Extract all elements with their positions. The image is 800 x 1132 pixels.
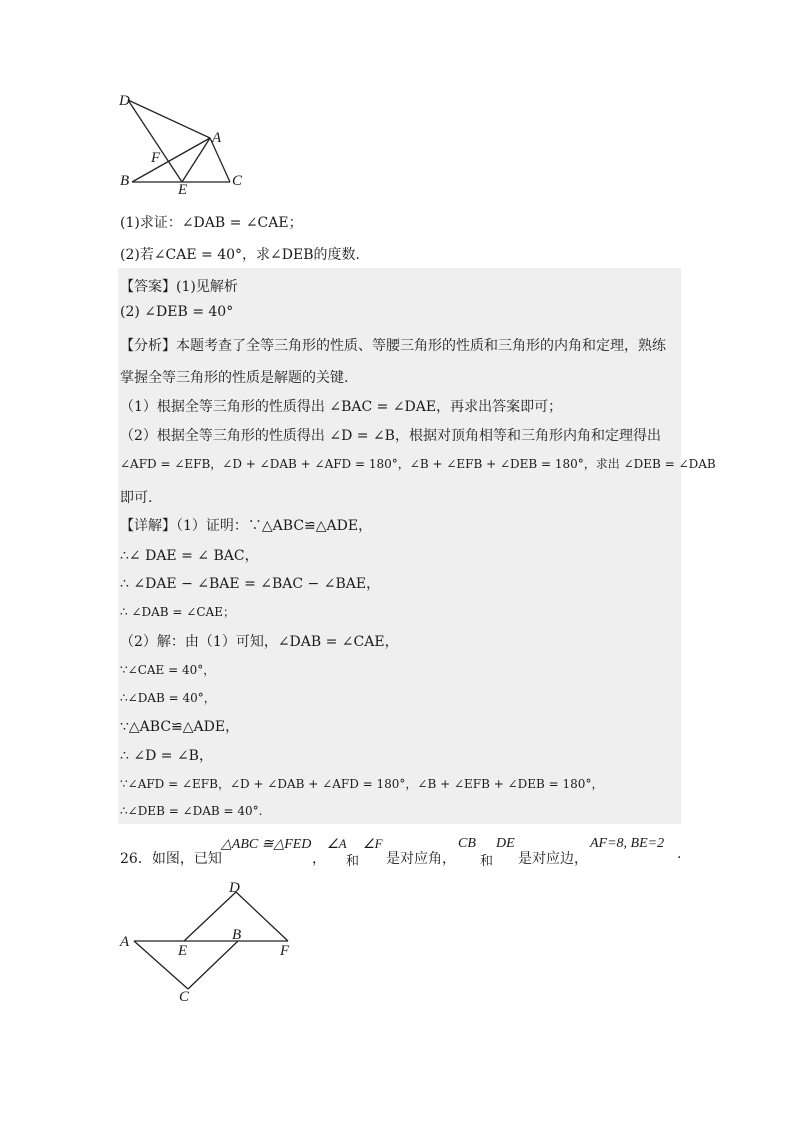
fig2-label-d: D [229,880,240,896]
answer-line-1: 【答案】(1)见解析 [120,279,238,295]
q26-and-2: 和 [480,854,494,869]
detail-line-9: ∴ ∠D = ∠B， [120,748,213,764]
answer-line-2: (2) ∠DEB = 40° [120,304,234,320]
detail-line-5: （2）解：由（1）可知，∠DAB = ∠CAE， [120,634,399,650]
analysis-line-2: 掌握全等三角形的性质是解题的关键. [120,370,349,386]
q26-angle-a: ∠A [327,836,347,851]
q26-angle-f: ∠F [363,836,383,851]
fig2-label-b: B [232,927,242,943]
figure-2-triangles [120,880,300,1010]
analysis-line-4: （2）根据全等三角形的性质得出 ∠D = ∠B，根据对顶角相等和三角形内角和定理得出 [120,428,661,444]
fig1-label-a: A [212,130,222,146]
fig2-label-e: E [178,943,188,959]
fig2-label-c: C [179,989,190,1005]
q26-prefix: 26．如图，已知 [120,851,222,867]
question-1: (1)求证：∠DAB = ∠CAE； [120,215,303,231]
fig1-label-b: B [120,173,130,189]
fig1-label-f: F [151,150,161,166]
detail-line-4: ∴ ∠DAB = ∠CAE； [120,605,235,619]
analysis-line-1: 【分析】本题考查了全等三角形的性质、等腰三角形的性质和三角形的内角和定理，熟练 [120,338,666,354]
detail-line-7: ∴∠DAB = 40°， [120,691,216,705]
detail-line-3: ∴ ∠DAE − ∠BAE = ∠BAC − ∠BAE， [120,576,381,592]
q26-corresponding-angles: 是对应角， [386,851,456,867]
q26-values: AF=8, BE=2 [590,836,665,851]
q26-and-1: 和 [346,854,360,869]
analysis-line-3: （1）根据全等三角形的性质得出 ∠BAC = ∠DAE，再求出答案即可； [120,399,563,415]
analysis-line-6: 即可. [120,490,153,506]
analysis-line-5: ∠AFD = ∠EFB，∠D + ∠DAB + ∠AFD = 180°，∠B + ∠EFB + ∠DEB = 180°，求出 ∠DEB = ∠DAB [120,457,716,471]
detail-line-11: ∴∠DEB = ∠DAB = 40°. [120,804,263,818]
q26-period: . [677,846,682,862]
detail-line-1: 【详解】（1）证明：∵△ABC≌△ADE， [120,518,373,534]
fig1-label-e: E [178,182,188,198]
fig1-label-c: C [232,173,243,189]
fig2-label-a: A [120,934,130,950]
detail-line-8: ∵△ABC≌△ADE， [120,719,240,735]
detail-line-2: ∴∠ DAE = ∠ BAC， [120,548,259,564]
question-2: (2)若∠CAE = 40°，求∠DEB的度数. [120,247,360,263]
fig1-label-d: D [119,93,130,109]
q26-congruence: △ABC ≅△FED [221,837,312,852]
q26-comma: ， [312,851,326,867]
fig2-label-f: F [280,943,290,959]
q26-de: DE [496,836,515,851]
q26-corresponding-sides: 是对应边， [518,851,588,867]
detail-line-6: ∵∠CAE = 40°， [120,663,216,677]
q26-cb: CB [458,836,476,851]
detail-line-10: ∵∠AFD = ∠EFB，∠D + ∠DAB + ∠AFD = 180°，∠B + ∠EFB + ∠DEB = 180°， [120,777,604,791]
